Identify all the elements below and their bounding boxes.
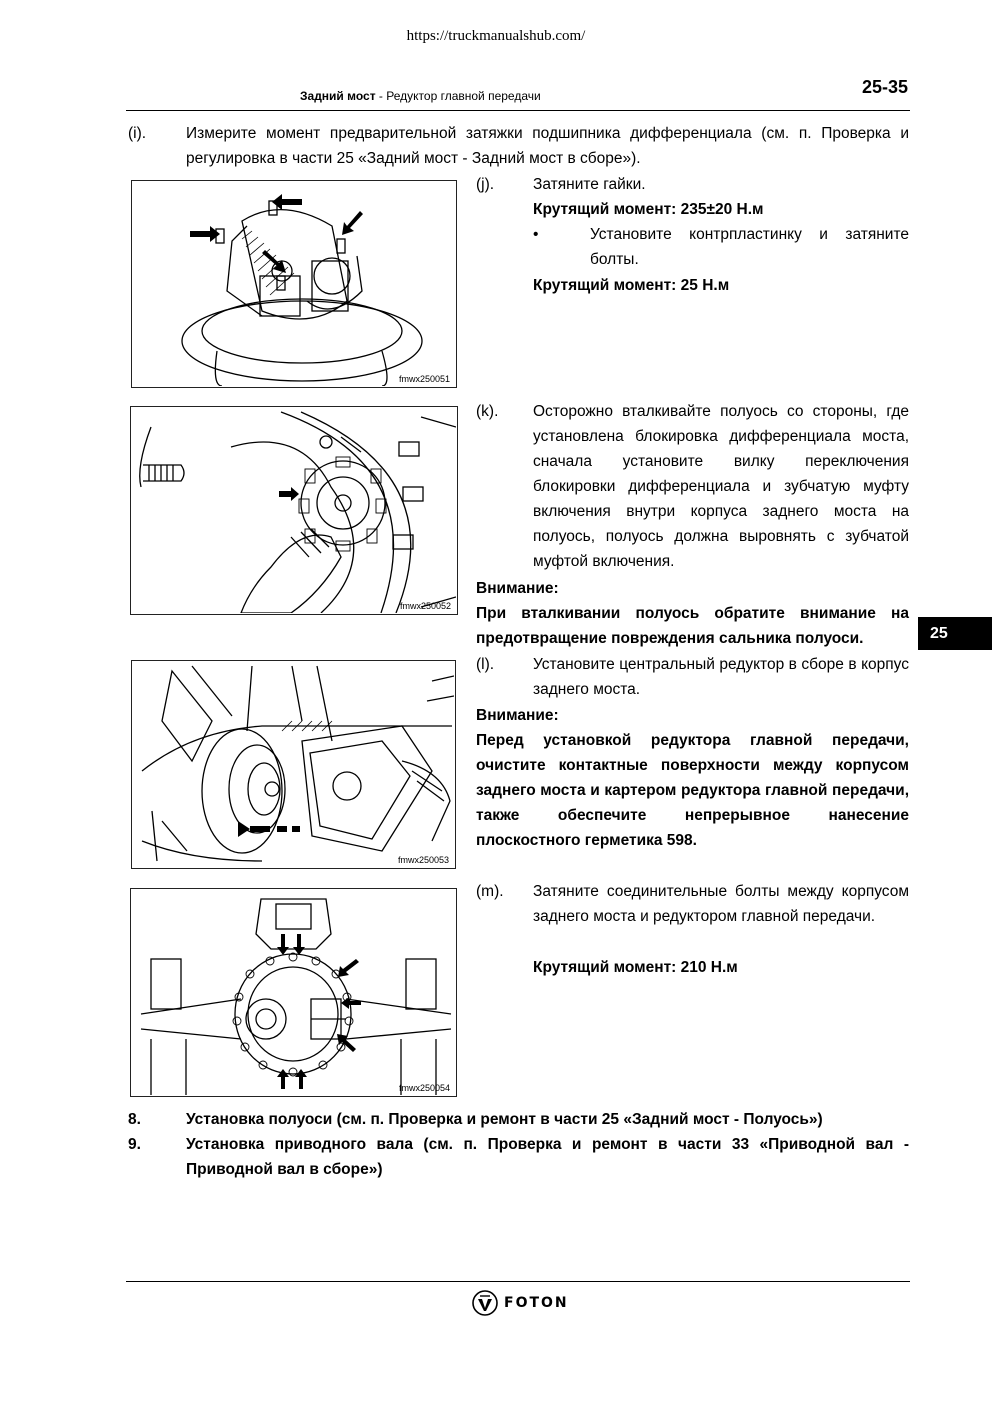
step-i-text: Измерите момент предварительной затяжки подшипника дифференциала (см. п. Проверка и регулировка в части 25 «Задний мост - Задний мост в сборе»). xyxy=(186,125,909,167)
footer-divider xyxy=(126,1281,910,1282)
step-j-torque-1: Крутящий момент: 235±20 Н.м xyxy=(533,201,764,218)
reducer-install-illustration xyxy=(132,661,454,867)
item-9-number: 9. xyxy=(128,1136,141,1153)
figure-connecting-bolts xyxy=(130,888,457,1097)
step-k-note-title: Внимание: xyxy=(476,580,559,597)
step-m-torque: Крутящий момент: 210 Н.м xyxy=(533,959,738,976)
differential-illustration-1 xyxy=(132,181,455,386)
figure-code-2: fmwx250052 xyxy=(399,601,451,611)
running-header xyxy=(300,89,541,103)
step-k-label: (k). xyxy=(476,403,499,420)
step-j-bullet-text: Установите контрпластинку и затяните болты. xyxy=(590,226,909,268)
step-k-note-text: При вталкивании полуось обратите внимание на предотвращение повреждения сальника полуоси. xyxy=(476,605,909,647)
step-i-label: (i). xyxy=(128,125,147,142)
source-url[interactable]: https://truckmanualshub.com/ xyxy=(406,28,586,44)
page-number: 25-35 xyxy=(861,77,908,97)
figure-axle-shaft xyxy=(130,406,458,615)
header-subsection: - Редуктор главной передачи xyxy=(375,89,541,103)
footer-logo xyxy=(472,1290,569,1316)
header-divider xyxy=(126,110,910,111)
figure-code-1: fmwx250051 xyxy=(398,374,450,384)
figure-code-3: fmwx250053 xyxy=(397,855,449,865)
step-k-text: Осторожно вталкивайте полуось со стороны, где установлена блокировка дифференциала моста, сначала установите вилку переключения блокировки дифференциала и зубчатую муфту включения внутри корпуса заднего моста на полуось, полуось должна выровнять с зубчатой муфтой включения. xyxy=(533,403,909,570)
step-l-label: (l). xyxy=(476,656,495,673)
item-9-text: Установка приводного вала (см. п. Проверка и ремонт в части 33 «Приводной вал - Приводной вал в сборе») xyxy=(186,1136,909,1178)
figure-reducer-install xyxy=(131,660,456,869)
step-j-text: Затяните гайки. xyxy=(533,176,646,193)
step-l-note-title: Внимание: xyxy=(476,707,559,724)
connecting-bolts-illustration xyxy=(131,889,455,1095)
footer-brand: FOTON xyxy=(504,1295,569,1311)
step-j-torque-2: Крутящий момент: 25 Н.м xyxy=(533,277,730,294)
header-section: Задний мост xyxy=(300,89,376,103)
foton-emblem-icon xyxy=(472,1290,498,1316)
step-m-label: (m). xyxy=(476,883,504,900)
step-m-text: Затяните соединительные болты между корпусом заднего моста и редуктором главной передачи. xyxy=(533,883,909,925)
figure-code-4: fmwx250054 xyxy=(398,1083,450,1093)
figure-differential-nuts xyxy=(131,180,457,388)
chapter-tab: 25 xyxy=(918,617,992,650)
item-8-text: Установка полуоси (см. п. Проверка и ремонт в части 25 «Задний мост - Полуось») xyxy=(186,1111,823,1128)
step-j-label: (j). xyxy=(476,176,495,193)
axle-shaft-illustration xyxy=(131,407,456,613)
step-l-note-text: Перед установкой редуктора главной передачи, очистите контактные поверхности между корпусом заднего моста и картером редуктора главной передачи, также обеспечите непрерывное нанесение плоскостного герметика 598. xyxy=(476,732,909,849)
step-j-bullet: • xyxy=(533,226,539,243)
step-l-text: Установите центральный редуктор в сборе в корпус заднего моста. xyxy=(533,656,909,698)
item-8-number: 8. xyxy=(128,1111,141,1128)
